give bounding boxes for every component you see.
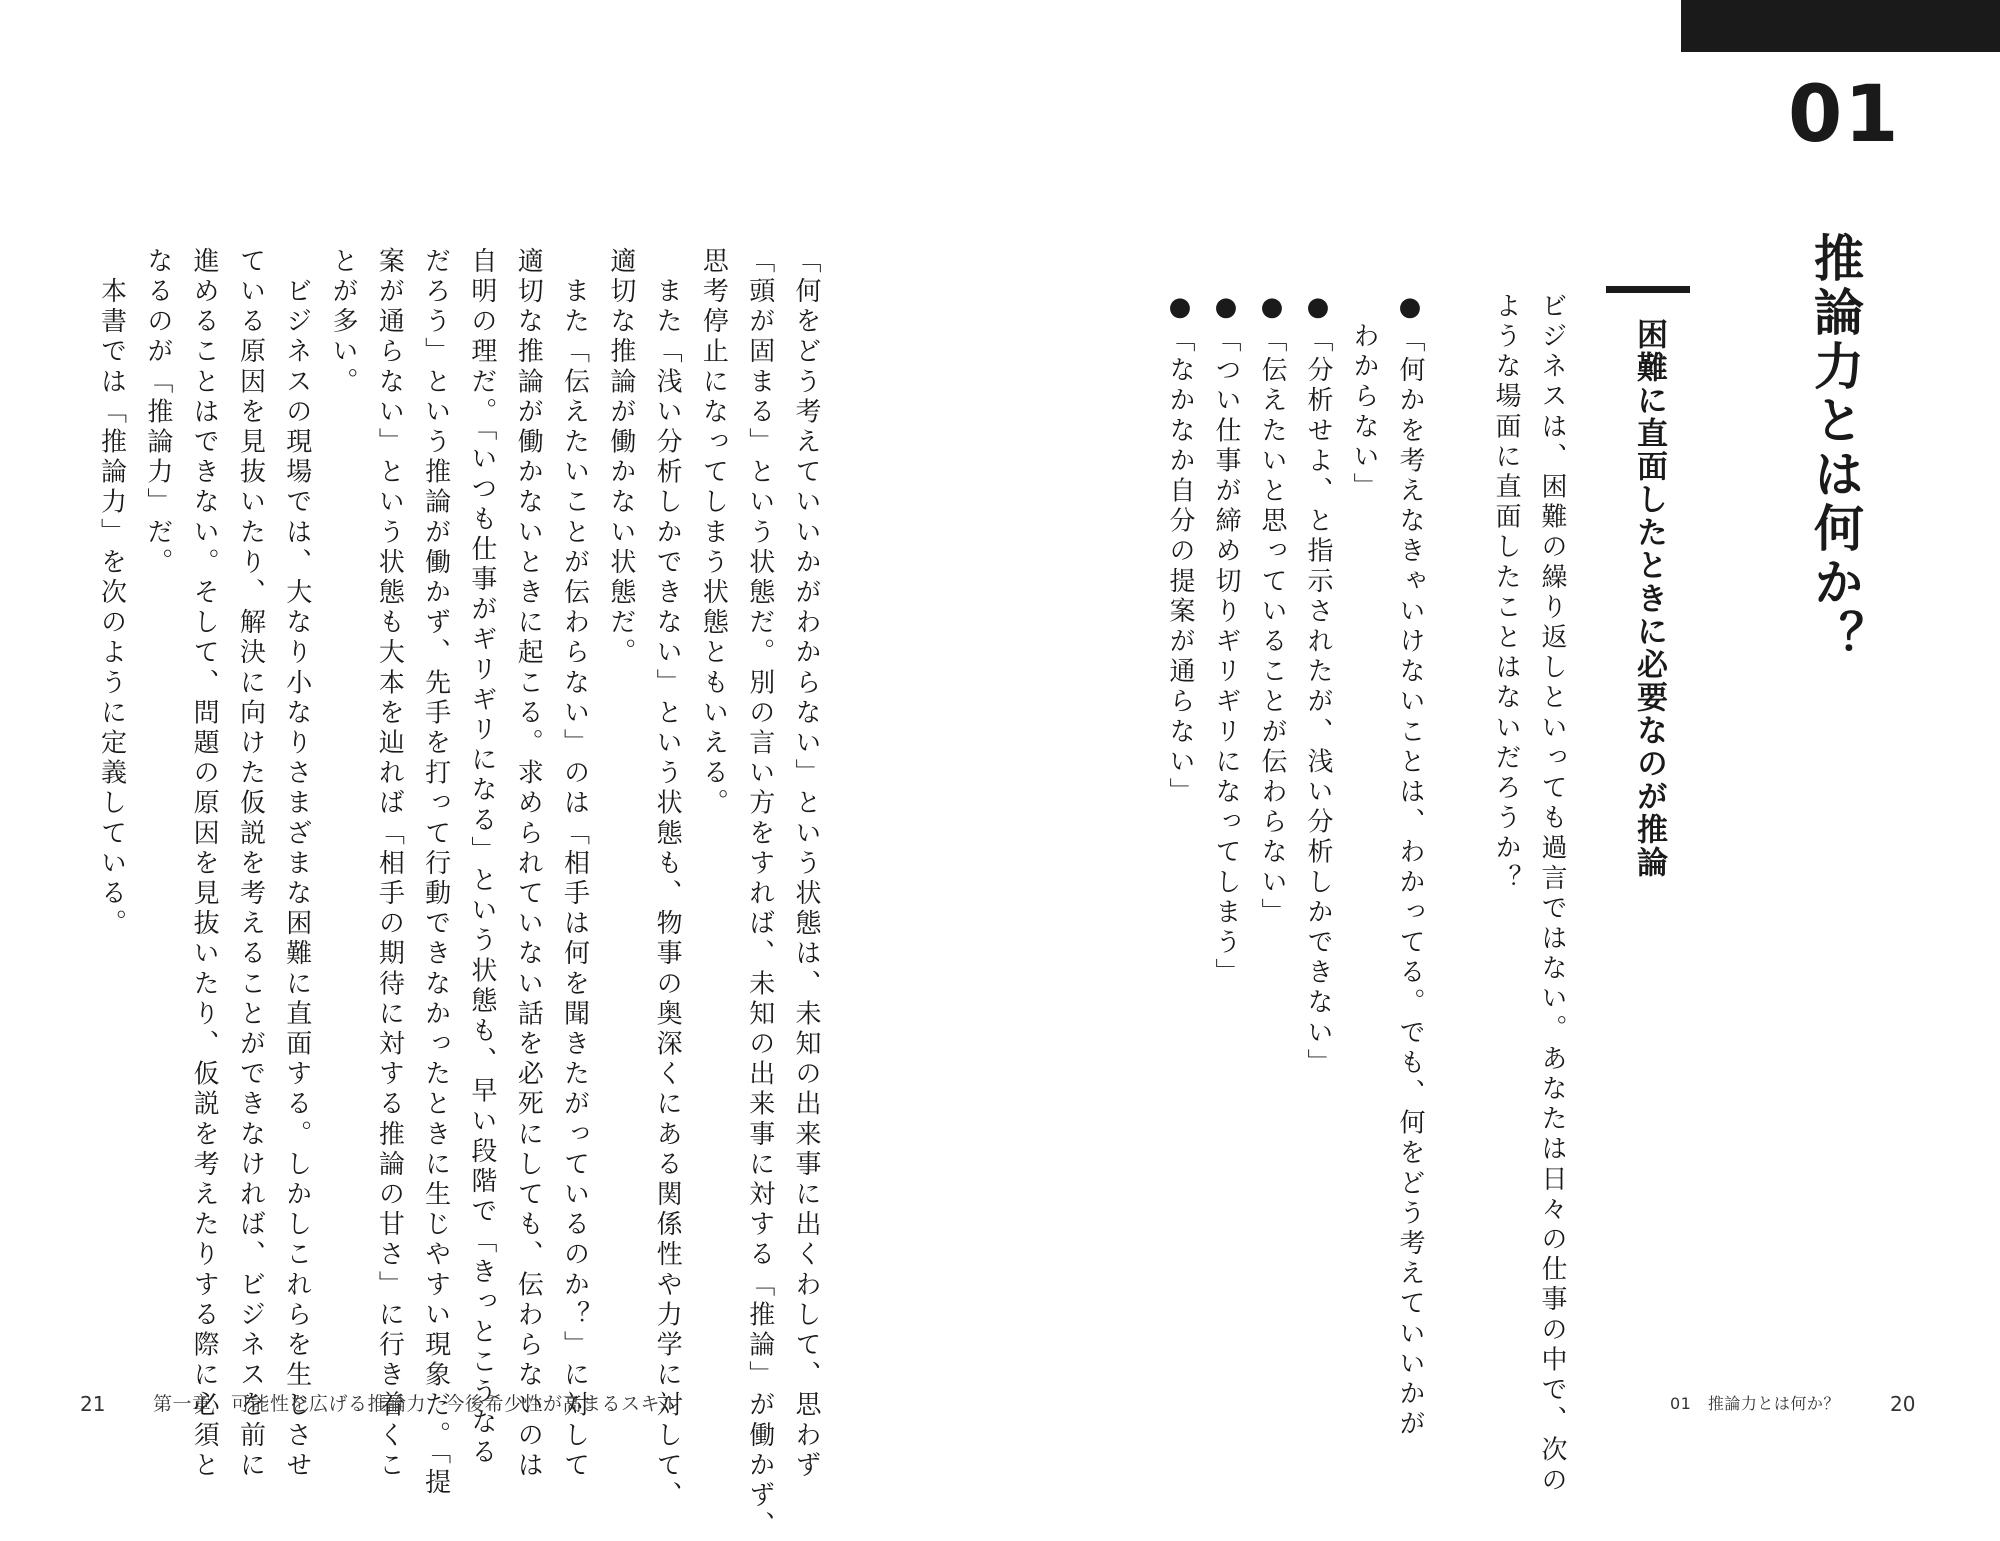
body-line: 「何をどう考えていいかがわからない」という状態は、未知の出来事に出くわして、思わず (791, 247, 821, 1482)
left-chapter-footer: 第一章 可能性を広げる推論力 今後希少性が高まるスキル (153, 1393, 680, 1415)
left-page-number: 21 (80, 1392, 106, 1416)
corner-tab (1681, 0, 2000, 52)
intro-paragraph (1483, 292, 1575, 1496)
bullet-line: わからない」 (1349, 292, 1379, 503)
bullet-line: ●「分析せよ、と指示されたが、浅い分析しかできない」 (1303, 292, 1333, 1079)
bullet-line: ●「なかなか自分の提案が通らない」 (1165, 292, 1195, 808)
body-line: 進めることはできない。そして、問題の原因を見抜いたり、仮説を考えたりする際に必須と (189, 247, 220, 1482)
heading-bar (1606, 286, 1690, 293)
body-text (88, 247, 829, 1541)
bullet-list (1157, 292, 1433, 1440)
right-page-number: 20 (1890, 1392, 1916, 1416)
body-line: 適切な推論が働かないときに起こる。求められていない話を必死にしても、伝わらないのは (513, 247, 544, 1482)
body-line: ビジネスの現場では、大なり小なりさまざまな困難に直面する。しかしこれらを生じさせ (281, 247, 312, 1482)
bullet-line: ●「つい仕事が締め切りギリギリになってしまう」 (1211, 292, 1241, 989)
body-line: 思考停止になってしまう状態ともいえる。 (698, 247, 729, 819)
body-line: 案が通らない」という状態も大本を辿れば「相手の期待に対する推論の甘さ」に行き着くこ (374, 247, 405, 1482)
body-line: 本書では「推論力」を次のように定義している。 (96, 247, 127, 940)
body-line: また「伝えたいことが伝わらない」のは「相手は何を聞きたがっているのか？」に対して (559, 247, 590, 1482)
body-line: 適切な推論が働かない状態だ。 (605, 247, 636, 669)
section-heading: 困難に直面したときに必要なのが推論 (1631, 318, 1667, 879)
intro-line: ビジネスは、困難の繰り返しといっても過言ではない。あなたは日々の仕事の中で、次の (1537, 292, 1567, 1496)
body-line: 自明の理だ。「いつも仕事がギリギリになる」という状態も、早い段階で「きっとこうなる (466, 247, 497, 1469)
body-line: とが多い。 (328, 247, 359, 398)
intro-line: ような場面に直面したことはないだろうか？ (1491, 292, 1521, 894)
bullet-line: ●「伝えたいと思っていることが伝わらない」 (1257, 292, 1287, 929)
section-number: 01 (1788, 70, 1901, 160)
body-line: また「浅い分析しかできない」という状態も、物事の奥深くにある関係性や力学に対して、 (652, 247, 683, 1512)
body-line: ている原因を見抜いたり、解決に向けた仮説を考えることができなければ、ビジネスを前に (235, 247, 266, 1482)
bullet-line: ●「何かを考えなきゃいけないことは、わかってる。でも、何をどう考えていいかが (1395, 292, 1425, 1440)
right-section-footer: 01 推論力とは何か？ (1670, 1394, 1840, 1413)
body-line: だろう」という推論が働かず、先手を打って行動できなかったときに生じやすい現象だ。「提 (420, 247, 451, 1499)
chapter-title: 推論力とは何か？ (1806, 232, 1864, 664)
body-line: なるのが「推論力」だ。 (142, 247, 173, 579)
body-line: 「頭が固まる」という状態だ。別の言い方をすれば、未知の出来事に対する「推論」が働かず、 (744, 247, 775, 1541)
